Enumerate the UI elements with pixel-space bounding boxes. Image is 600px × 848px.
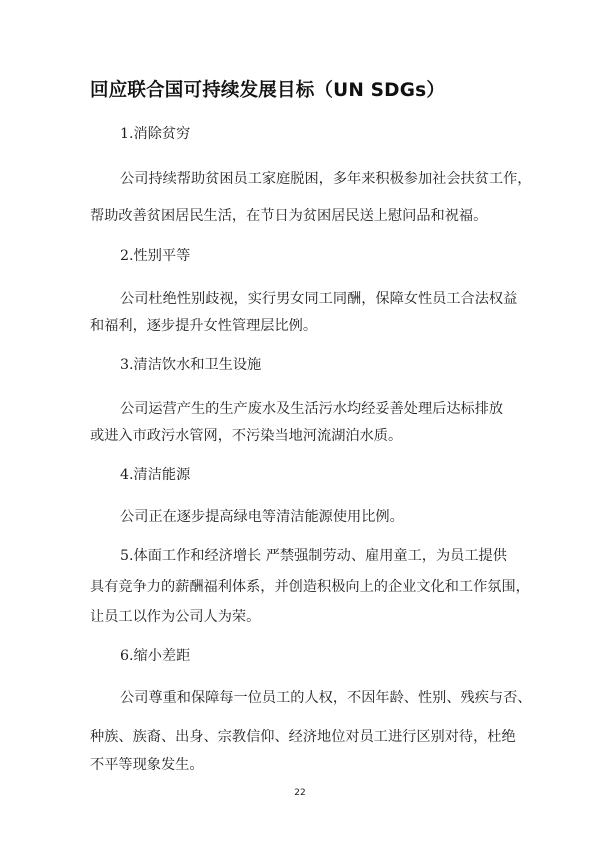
section-heading-6: 6.缩小差距 [120, 648, 191, 664]
paragraph-line: 公司尊重和保障每一位员工的人权，不因年龄、性别、残疾与否、 [120, 690, 532, 706]
paragraph-line: 公司正在逐步提高绿电等清洁能源使用比例。 [120, 509, 404, 525]
paragraph-line: 公司持续帮助贫困员工家庭脱困，多年来积极参加社会扶贫工作， [120, 171, 532, 187]
paragraph-line: 或进入市政污水管网，不污染当地河流湖泊水质。 [90, 428, 403, 444]
paragraph-line: 具有竞争力的薪酬福利体系，并创造积极向上的企业文化和工作氛围， [90, 579, 530, 595]
section-heading-4: 4.清洁能源 [120, 467, 191, 483]
section-heading-2: 2.性别平等 [120, 248, 191, 264]
paragraph-line: 让员工以作为公司人为荣。 [90, 609, 261, 625]
page-number: 22 [294, 788, 306, 798]
paragraph-line: 不平等现象发生。 [90, 757, 204, 773]
section-heading-3: 3.清洁饮水和卫生设施 [120, 357, 262, 373]
paragraph-line: 帮助改善贫困居民生活，在节日为贫困居民送上慰问品和祝福。 [90, 208, 488, 224]
paragraph-line: 公司杜绝性别歧视，实行男女同工同酬，保障女性员工合法权益 [120, 291, 518, 307]
paragraph-line: 和福利，逐步提升女性管理层比例。 [90, 318, 318, 334]
paragraph-line: 公司运营产生的生产废水及生活污水均经妥善处理后达标排放 [120, 401, 504, 417]
paragraph-line: 种族、族裔、出身、宗教信仰、经济地位对员工进行区别对待，杜绝 [90, 729, 516, 745]
section-heading-5: 5.体面工作和经济增长 严禁强制劳动、雇用童工，为员工提供 [120, 548, 507, 564]
section-heading-1: 1.消除贫穷 [120, 126, 191, 142]
page-title: 回应联合国可持续发展目标（UN SDGs） [90, 80, 446, 101]
